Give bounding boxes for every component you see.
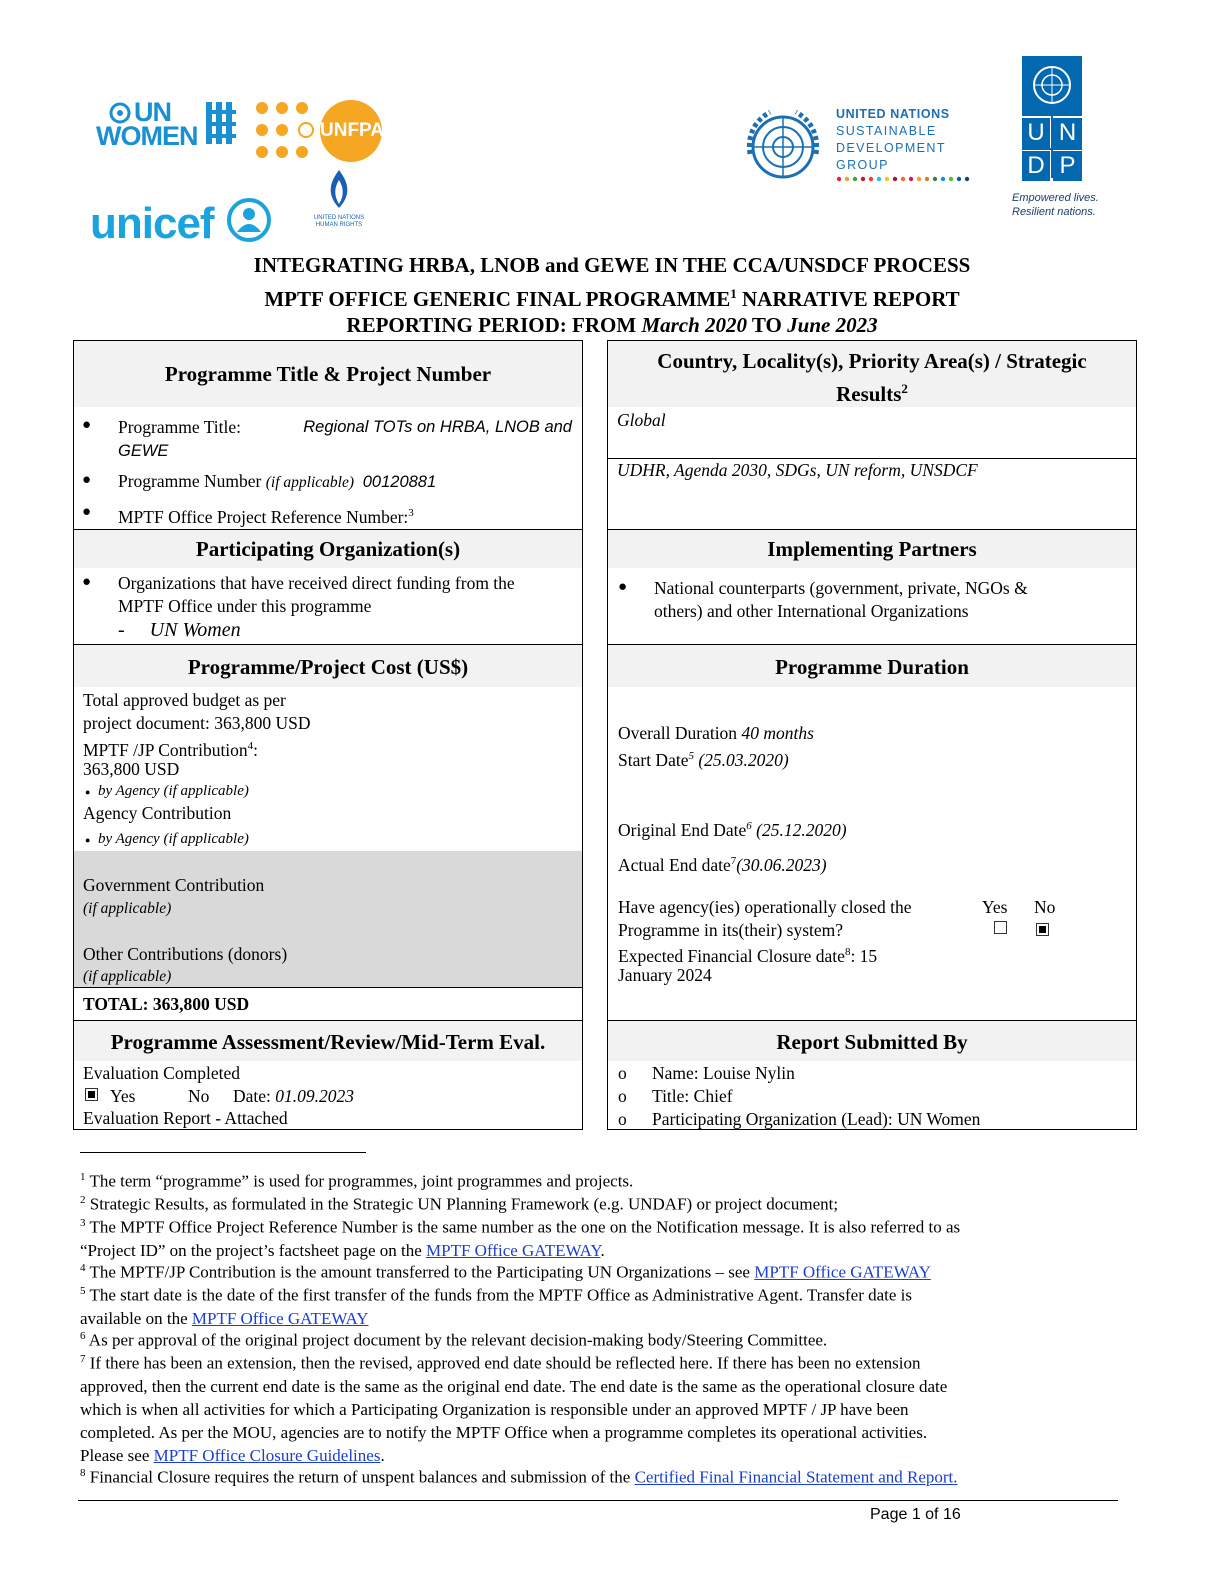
- report-title-line2: [0, 286, 1224, 312]
- footnote-text: The term “programme” is used for programmes, joint programmes and projects.: [85, 1171, 634, 1191]
- un-emblem-icon: [108, 102, 134, 124]
- reporting-period-label: REPORTING PERIOD: FROM: [346, 313, 642, 337]
- unsdg-logo-text: [836, 106, 950, 174]
- programme-number-row: [118, 470, 436, 494]
- implementing-partners-text-2: others) and other International Organizations: [654, 601, 969, 621]
- footnote-8: [80, 1462, 1140, 1489]
- financial-statement-link[interactable]: Certified Final Financial Statement and Report.: [634, 1467, 958, 1487]
- undp-letter-u: U: [1022, 116, 1051, 148]
- cost-total-approved-line1: Total approved budget as per: [83, 690, 286, 710]
- programme-number-label: Programme Number: [118, 471, 266, 491]
- page-number: Page 1 of 16: [870, 1506, 961, 1523]
- footnote-number: 3: [80, 1217, 86, 1229]
- unfpa-dots-icon: [254, 100, 324, 160]
- undp-letter-n: N: [1053, 116, 1082, 148]
- undp-tagline-line1: Empowered lives.: [1012, 192, 1099, 204]
- submitter-name: Name: Louise Nylin: [652, 1063, 795, 1083]
- programme-title-value-cont: GEWE: [118, 442, 169, 460]
- colon-text: :: [253, 739, 259, 760]
- financial-closure-day: : 15: [850, 945, 878, 966]
- closed-yes-checkbox[interactable]: [994, 921, 1007, 934]
- left-info-table: [73, 340, 583, 1130]
- project-reference-number: [118, 502, 414, 529]
- cost-government-hint: (if applicable): [83, 900, 172, 917]
- mptf-gateway-link[interactable]: MPTF Office GATEWAY: [191, 1308, 369, 1328]
- mptf-gateway-link[interactable]: MPTF Office GATEWAY: [426, 1240, 601, 1260]
- sdg-color-dots-icon: [836, 176, 976, 182]
- footnote-text: Please see: [80, 1445, 154, 1465]
- footnote-7: [80, 1348, 1140, 1467]
- footnote-text: The MPTF Office Project Reference Number is the same number as the one on the Notification message. It is also referred to as: [85, 1217, 961, 1237]
- cost-by-agency-1-text: by Agency (if applicable): [97, 783, 249, 799]
- country-value: Global: [617, 410, 666, 430]
- cost-total: TOTAL: 363,800 USD: [83, 994, 250, 1014]
- original-end-date-label: Original End Date: [618, 819, 747, 840]
- footnote-number: 7: [80, 1353, 86, 1365]
- reporting-period-to: June 2023: [787, 313, 878, 337]
- footnote-text: which is when all activities for which a Participating Organization is responsible under an approved MPTF / JP have been: [80, 1399, 909, 1419]
- start-date-label: Start Date: [618, 749, 689, 770]
- footnote-text: “Project ID” on the project’s factsheet page on the: [80, 1240, 427, 1260]
- programme-title-row: [118, 416, 572, 439]
- country-locality-header-line2: [608, 375, 1136, 408]
- footnote-number: 5: [80, 1285, 86, 1297]
- footnote-5: [80, 1280, 1140, 1330]
- financial-closure-label: Expected Financial Closure date: [618, 945, 845, 966]
- original-end-date-value: (25.12.2020): [751, 819, 847, 840]
- footnote-ref-3: 3: [408, 507, 414, 519]
- evaluation-date-label: Date:: [233, 1086, 276, 1106]
- country-locality-header-results: Results: [836, 382, 902, 406]
- dash-icon: -: [118, 619, 125, 641]
- footnote-text: If there has been an extension, then the revised, approved end date should be reflected here. If there has been no extension: [85, 1353, 921, 1373]
- participating-organizations-text-2: MPTF Office under this programme: [118, 596, 372, 616]
- footnote-text: available on the: [80, 1308, 192, 1328]
- footnote-separator: [80, 1152, 366, 1153]
- programme-title-label: Programme Title:: [118, 417, 241, 437]
- cost-agency-contribution: Agency Contribution: [83, 803, 232, 823]
- footnote-number: 4: [80, 1262, 86, 1274]
- reporting-period-from: March 2020: [641, 313, 748, 337]
- overall-duration: [618, 722, 814, 745]
- reporting-period: [0, 313, 1224, 338]
- strategic-results-value: UDHR, Agenda 2030, SDGs, UN reform, UNSDCF: [617, 460, 978, 480]
- undp-letter-d: D: [1022, 150, 1051, 181]
- undp-tagline-line2: Resilient nations.: [1012, 206, 1096, 218]
- programme-title-header: Programme Title & Project Number: [74, 341, 582, 407]
- footnote-ref-2: 2: [901, 381, 908, 396]
- actual-end-date-label: Actual End date: [618, 854, 731, 875]
- participating-organizations-header: Participating Organization(s): [74, 530, 582, 568]
- footnote-text: Financial Closure requires the return of unspent balances and submission of the: [85, 1467, 635, 1487]
- footnote-text: The start date is the date of the first transfer of the funds from the MPTF Office as Administrative Agent. Transfer date is: [85, 1285, 913, 1305]
- circle-bullet-icon: o: [618, 1109, 627, 1129]
- footnote-number: 1: [80, 1171, 86, 1183]
- evaluation-date: [233, 1085, 354, 1108]
- ohchr-logo: [312, 168, 366, 234]
- footnote-ref-8: 8: [844, 946, 851, 958]
- bullet-icon: ●: [82, 574, 92, 590]
- footnote-text: As per approval of the original project document by the relevant decision-making body/Steering Committee.: [85, 1330, 828, 1350]
- cost-by-agency-2: [85, 829, 249, 850]
- evaluation-yes-checkbox[interactable]: [85, 1088, 98, 1101]
- footnote-number: 8: [80, 1467, 86, 1479]
- operationally-closed-question-1: Have agency(ies) operationally closed the: [618, 897, 912, 917]
- ohchr-logo-line2: HUMAN RIGHTS: [315, 222, 363, 228]
- cost-other-contributions: Other Contributions (donors): [83, 944, 288, 964]
- project-reference-label: MPTF Office Project Reference Number:: [118, 506, 409, 527]
- cost-by-agency-2-text: by Agency (if applicable): [97, 831, 249, 847]
- programme-number-value: 00120881: [362, 473, 437, 491]
- closed-no-label: No: [1034, 897, 1056, 917]
- undp-tagline: [1012, 191, 1099, 219]
- cost-total-approved-line2: project document: 363,800 USD: [83, 713, 311, 733]
- un-emblem-icon: [742, 106, 824, 188]
- evaluation-date-value: 01.09.2023: [275, 1086, 355, 1106]
- footer-rule: [78, 1500, 1118, 1501]
- undp-letter-p: P: [1053, 150, 1082, 181]
- start-date: [618, 745, 789, 772]
- unicef-logo-text: unicef: [90, 199, 214, 248]
- cost-by-agency-1: [85, 781, 249, 802]
- footnote-text: completed. As per the MOU, agencies are to notify the MPTF Office when a programme completes its operational activities.: [80, 1422, 928, 1442]
- operationally-closed-question-2: Programme in its(their) system?: [618, 920, 844, 940]
- cost-mptf-contribution-value: 363,800 USD: [83, 759, 180, 779]
- footnote-ref-1: 1: [730, 286, 737, 301]
- ohchr-logo-line1: UNITED NATIONS: [313, 215, 365, 221]
- unsdg-logo-line4: GROUP: [836, 158, 889, 172]
- unwomen-symbol-icon: [204, 100, 240, 146]
- evaluation-report-status: Evaluation Report - Attached: [83, 1108, 288, 1128]
- evaluation-header: Programme Assessment/Review/Mid-Term Eval.: [74, 1021, 582, 1061]
- report-submitted-by-header: Report Submitted By: [608, 1021, 1136, 1061]
- bullet-icon: ●: [82, 504, 92, 520]
- reporting-period-to-label: TO: [747, 313, 788, 337]
- undp-logo: [1022, 56, 1082, 178]
- bullet-icon: ●: [618, 579, 628, 595]
- original-end-date: [618, 815, 847, 842]
- unsdg-logo-line2: SUSTAINABLE: [836, 124, 937, 138]
- participating-organization-item: [118, 619, 241, 642]
- circle-bullet-icon: o: [618, 1086, 627, 1106]
- unsdg-logo-line1: UNITED NATIONS: [836, 107, 950, 121]
- country-locality-header-line1: Country, Locality(s), Priority Area(s) / Strategic: [657, 349, 1087, 373]
- footnote-number: 6: [80, 1330, 86, 1342]
- cost-government-contribution: Government Contribution: [83, 875, 265, 895]
- footnote-ref-6: 6: [746, 820, 752, 832]
- overall-duration-label: Overall Duration: [618, 723, 742, 743]
- bullet-icon: ●: [82, 472, 92, 488]
- closed-yes-label: Yes: [982, 897, 1008, 917]
- flame-icon: [312, 168, 366, 210]
- participating-organization-value: UN Women: [149, 619, 241, 641]
- submitter-title: Title: Chief: [652, 1086, 733, 1106]
- evaluation-no-label: No: [188, 1086, 210, 1106]
- footnote-3: [80, 1212, 1140, 1262]
- evaluation-yes-label: Yes: [110, 1086, 136, 1106]
- bullet-icon: ●: [85, 835, 91, 845]
- mptf-gateway-link[interactable]: MPTF Office GATEWAY: [754, 1262, 931, 1282]
- footnote-ref-5: 5: [688, 750, 694, 762]
- implementing-partners-header: Implementing Partners: [608, 530, 1136, 568]
- country-locality-header: [608, 341, 1136, 407]
- footnote-text: The MPTF/JP Contribution is the amount transferred to the Participating UN Organizations – see: [85, 1262, 755, 1282]
- participating-organizations-text-1: Organizations that have received direct funding from the: [118, 573, 515, 593]
- unfpa-logo: UNFPA: [320, 100, 382, 162]
- footnote-text: Strategic Results, as formulated in the Strategic UN Planning Framework (e.g. UNDAF) or project document;: [85, 1194, 839, 1214]
- actual-end-date-value: (30.06.2023): [736, 854, 827, 875]
- report-title-line2-b: NARRATIVE REPORT: [736, 287, 960, 311]
- footnote-ref-7: 7: [730, 855, 737, 867]
- unsdg-logo-line3: DEVELOPMENT: [836, 141, 946, 155]
- unwomen-logo-line2: WOMEN: [96, 121, 198, 151]
- unwomen-logo-line1: UN: [134, 97, 171, 127]
- right-info-table: [607, 340, 1137, 1130]
- cost-other-hint: (if applicable): [83, 968, 172, 985]
- report-title-line2-a: MPTF OFFICE GENERIC FINAL PROGRAMME: [264, 287, 731, 311]
- footnote-text: approved, then the current end date is the same as the original end date. The end date is the same as the operational closure date: [80, 1376, 948, 1396]
- start-date-value: (25.03.2020): [693, 749, 789, 770]
- footnote-ref-4: 4: [247, 740, 254, 752]
- unicef-logo: [90, 196, 273, 249]
- overall-duration-value: 40 months: [741, 723, 814, 743]
- implementing-partners-text-1: National counterparts (government, private, NGOs &: [654, 578, 1028, 598]
- footnote-text: .: [600, 1240, 605, 1260]
- programme-title-value: Regional TOTs on HRBA, LNOB and: [303, 418, 572, 436]
- bullet-icon: ●: [85, 787, 91, 797]
- circle-bullet-icon: o: [618, 1063, 627, 1083]
- report-title-line1: INTEGRATING HRBA, LNOB and GEWE IN THE CCA/UNSDCF PROCESS: [253, 253, 971, 277]
- evaluation-completed-label: Evaluation Completed: [83, 1063, 240, 1083]
- submitter-organization: Participating Organization (Lead): UN Women: [652, 1109, 981, 1129]
- programme-cost-header: Programme/Project Cost (US$): [74, 645, 582, 687]
- actual-end-date: [618, 850, 827, 877]
- closure-guidelines-link[interactable]: MPTF Office Closure Guidelines: [153, 1445, 381, 1465]
- bullet-icon: ●: [82, 417, 92, 433]
- footnote-text: .: [380, 1445, 385, 1465]
- programme-duration-header: Programme Duration: [608, 645, 1136, 687]
- unwomen-logo: [96, 97, 246, 151]
- closed-no-checkbox[interactable]: [1036, 923, 1049, 936]
- unicef-emblem-icon: [225, 196, 273, 244]
- programme-number-hint: (if applicable): [265, 474, 354, 491]
- footnote-number: 2: [80, 1194, 86, 1206]
- financial-closure-month-year: January 2024: [618, 965, 712, 985]
- cost-mptf-contribution-label: MPTF /JP Contribution: [83, 739, 248, 760]
- un-emblem-icon: [1022, 56, 1082, 114]
